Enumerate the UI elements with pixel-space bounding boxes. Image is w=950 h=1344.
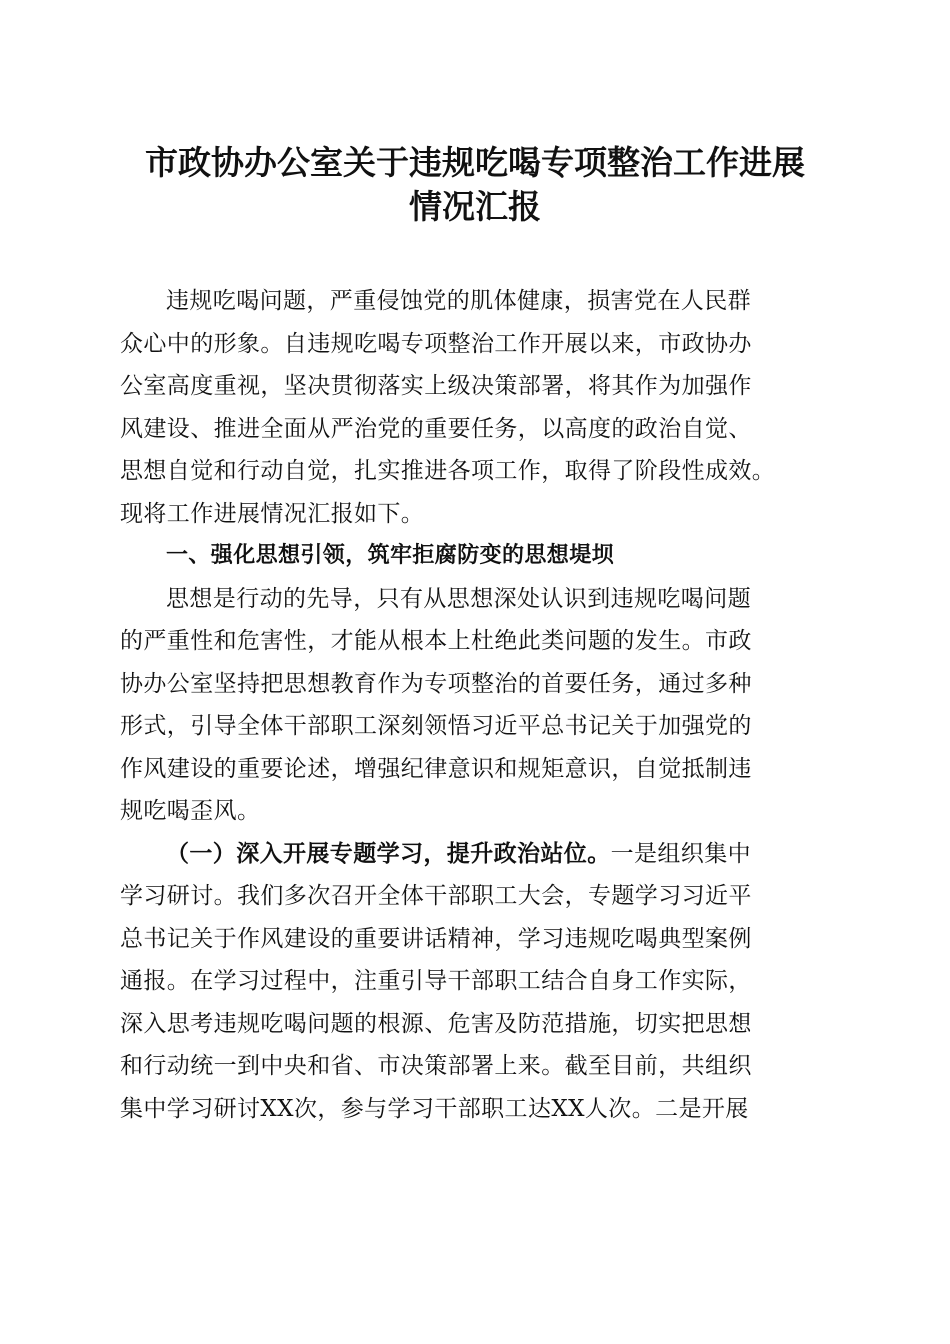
document-title-line-2: 情况汇报	[409, 187, 541, 226]
subsection1-line: 深入思考违规吃喝问题的根源、危害及防范措施，切实把思想	[120, 1010, 752, 1037]
section1-line: 思想是行动的先导，只有从思想深处认识到违规吃喝问题	[166, 585, 751, 612]
section1-line: 的严重性和危害性，才能从根本上杜绝此类问题的发生。市政	[120, 628, 752, 654]
intro-paragraph	[120, 280, 840, 535]
subsection1-line: 总书记关于作风建设的重要讲话精神，学习违规吃喝典型案例	[120, 925, 752, 952]
subsection-heading-1: （一）深入开展专题学习，提升政治站位。	[166, 839, 611, 867]
document-title-line-1: 市政协办公室关于违规吃喝专项整治工作进展	[145, 143, 805, 182]
subsection1-line: 集中学习研讨XX次，参与学习干部职工达XX人次。二是开展	[120, 1095, 749, 1122]
subsection1-first-line	[120, 833, 840, 876]
section1-line: 规吃喝歪风。	[120, 798, 261, 824]
intro-line: 公室高度重视，坚决贯彻落实上级决策部署，将其作为加强作	[120, 373, 752, 399]
section1-line: 作风建设的重要论述，增强纪律意识和规矩意识，自觉抵制违	[120, 755, 752, 782]
intro-line: 违规吃喝问题，严重侵蚀党的肌体健康，损害党在人民群	[166, 288, 751, 314]
subsection1-line: 通报。在学习过程中，注重引导干部职工结合自身工作实际，	[120, 968, 752, 994]
intro-line: 思想自觉和行动自觉，扎实推进各项工作，取得了阶段性成效。	[120, 458, 776, 484]
document-body	[120, 280, 840, 1130]
intro-line: 现将工作进展情况汇报如下。	[120, 500, 425, 527]
intro-line: 众心中的形象。自违规吃喝专项整治工作开展以来，市政协办	[120, 330, 752, 357]
subsection1-first-line-rest: 一是组织集中	[610, 840, 752, 867]
subsection1-paragraph	[120, 833, 840, 1131]
section-heading-1: 一、强化思想引领，筑牢拒腐防变的思想堤坝	[166, 543, 615, 568]
subsection1-line: 学习研讨。我们多次召开全体干部职工大会，专题学习习近平	[120, 883, 752, 909]
section1-line: 协办公室坚持把思想教育作为专项整治的首要任务，通过多种	[120, 670, 752, 697]
section1-paragraph	[120, 578, 840, 833]
intro-line: 风建设、推进全面从严治党的重要任务，以高度的政治自觉、	[120, 415, 752, 442]
subsection1-line: 和行动统一到中央和省、市决策部署上来。截至目前，共组织	[120, 1053, 752, 1079]
section1-line: 形式，引导全体干部职工深刻领悟习近平总书记关于加强党的	[120, 713, 752, 739]
